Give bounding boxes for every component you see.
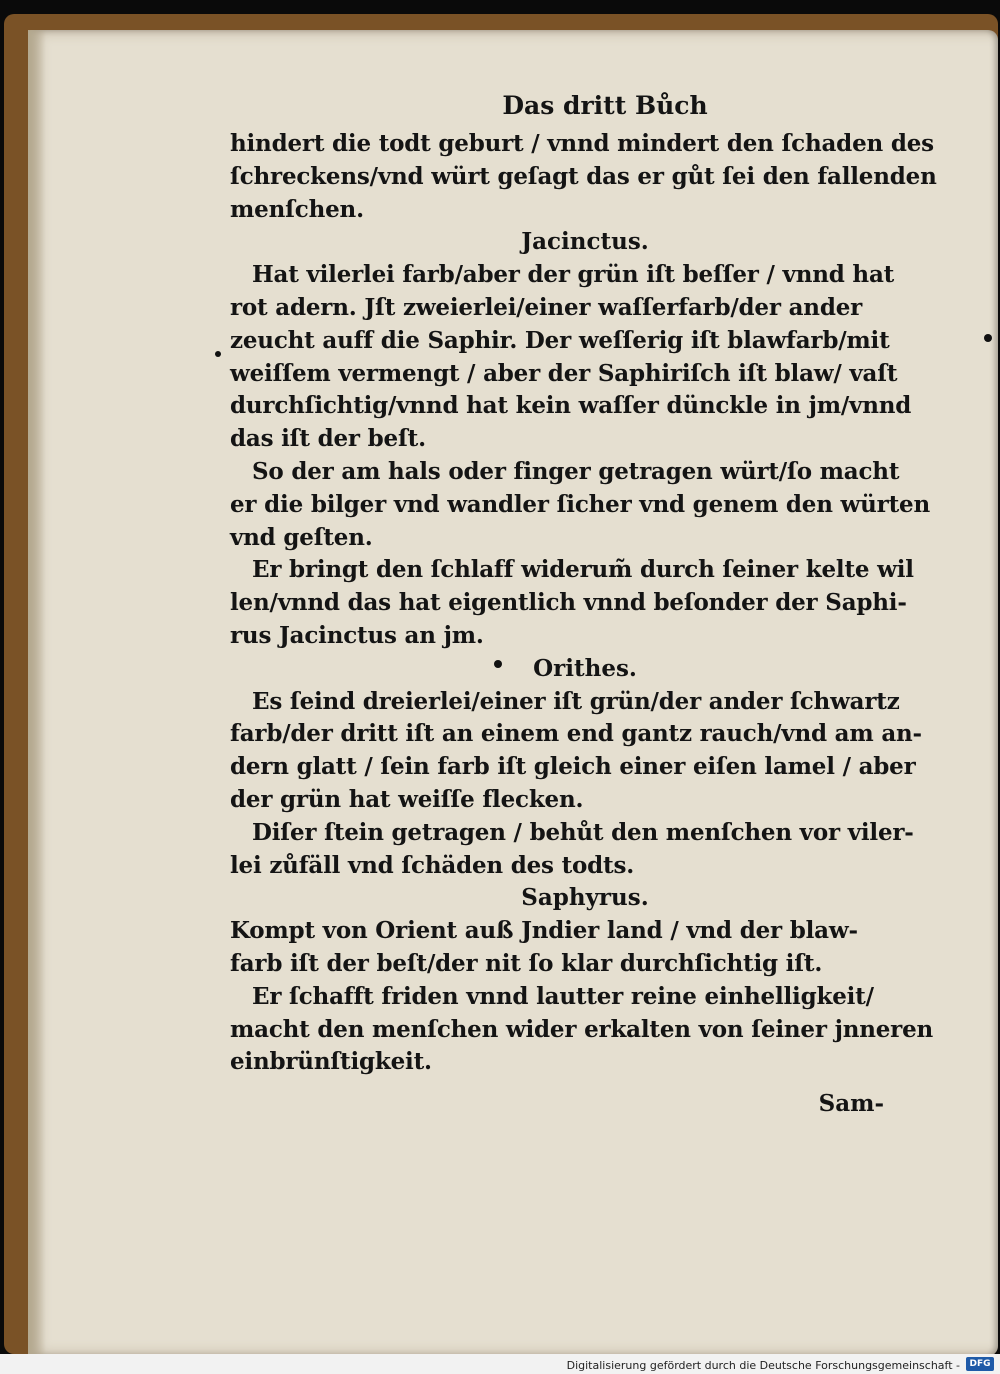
text-line: er die bilger vnd wandler ſicher vnd genem den würten — [230, 490, 930, 518]
text-line: len/vnnd das hat eigentlich vnnd beſonder der Saphi‑ — [230, 589, 907, 617]
section-heading: Jacinctus. — [521, 228, 649, 256]
text-line: menſchen. — [230, 195, 364, 223]
section-heading: Orithes. — [533, 654, 637, 682]
text-line: farb/der dritt iſt an einem end gantz rauch/vnd am an‑ — [230, 720, 922, 748]
text-line: dern glatt / ſein farb iſt gleich einer eiſen lamel / aber — [230, 753, 916, 781]
text-line: rot adern. Jſt zweierlei/einer waſſerfarb/der ander — [230, 293, 863, 321]
text-line: Er bringt den ſchlaff widerum̃ durch ſeiner kelte wil — [252, 556, 914, 584]
dfg-logo: DFG — [966, 1357, 994, 1371]
page-text-block — [230, 88, 940, 1121]
text-line: hindert die todt geburt / vnnd mindert den ſchaden des — [230, 130, 934, 157]
text-line: So der am hals oder finger getragen würt/ſo macht — [252, 457, 900, 485]
text-line: durchſichtig/vnnd hat kein waſſer dünckle in jm/vnnd — [230, 392, 912, 420]
text-line: Es ſeind dreierlei/einer iſt grün/der ander ſchwartz — [252, 687, 900, 715]
page-gutter-shadow — [28, 30, 46, 1356]
text-line: Kompt von Orient auß Jndier land / vnd der blaw‑ — [230, 917, 858, 945]
text-lines — [230, 128, 940, 1079]
section-heading: Saphyrus. — [521, 884, 649, 912]
text-line: weiſſem vermengt / aber der Saphiriſch iſt blaw/ vaſt — [230, 359, 898, 387]
text-line: das iſt der beſt. — [230, 425, 426, 453]
text-line: ſchreckens/vnd würt geſagt das er gůt ſei den fallenden — [230, 162, 937, 190]
text-line: einbrünſtigkeit. — [230, 1048, 432, 1076]
text-line: Diſer ſtein getragen / behůt den menſchen vor viler‑ — [252, 818, 914, 846]
text-line: farb iſt der beſt/der nit ſo klar durchſichtig iſt. — [230, 949, 823, 977]
footer-bar — [0, 1354, 1000, 1374]
catchword: Sam‑ — [818, 1090, 884, 1118]
running-head: Das dritt Bůch — [502, 91, 708, 120]
text-line: Er ſchafft friden vnnd lautter reine einhelligkeit/ — [252, 982, 874, 1010]
footer-credit: Digitalisierung gefördert durch die Deutsche Forschungsgemeinschaft - — [566, 1359, 960, 1372]
text-line: macht den menſchen wider erkalten von ſeiner jnneren — [230, 1015, 934, 1043]
text-line: zeucht auff die Saphir. Der weſſerig iſt blawfarb/mit — [230, 326, 890, 354]
text-line: der grün hat weiſſe flecken. — [230, 785, 584, 813]
text-line: rus Jacinctus an jm. — [230, 621, 484, 649]
text-line: lei zůfäll vnd ſchäden des todts. — [230, 851, 635, 879]
text-line: Hat vilerlei farb/aber der grün iſt beſſer / vnnd hat — [252, 261, 895, 289]
text-line: vnd geſten. — [230, 523, 373, 551]
